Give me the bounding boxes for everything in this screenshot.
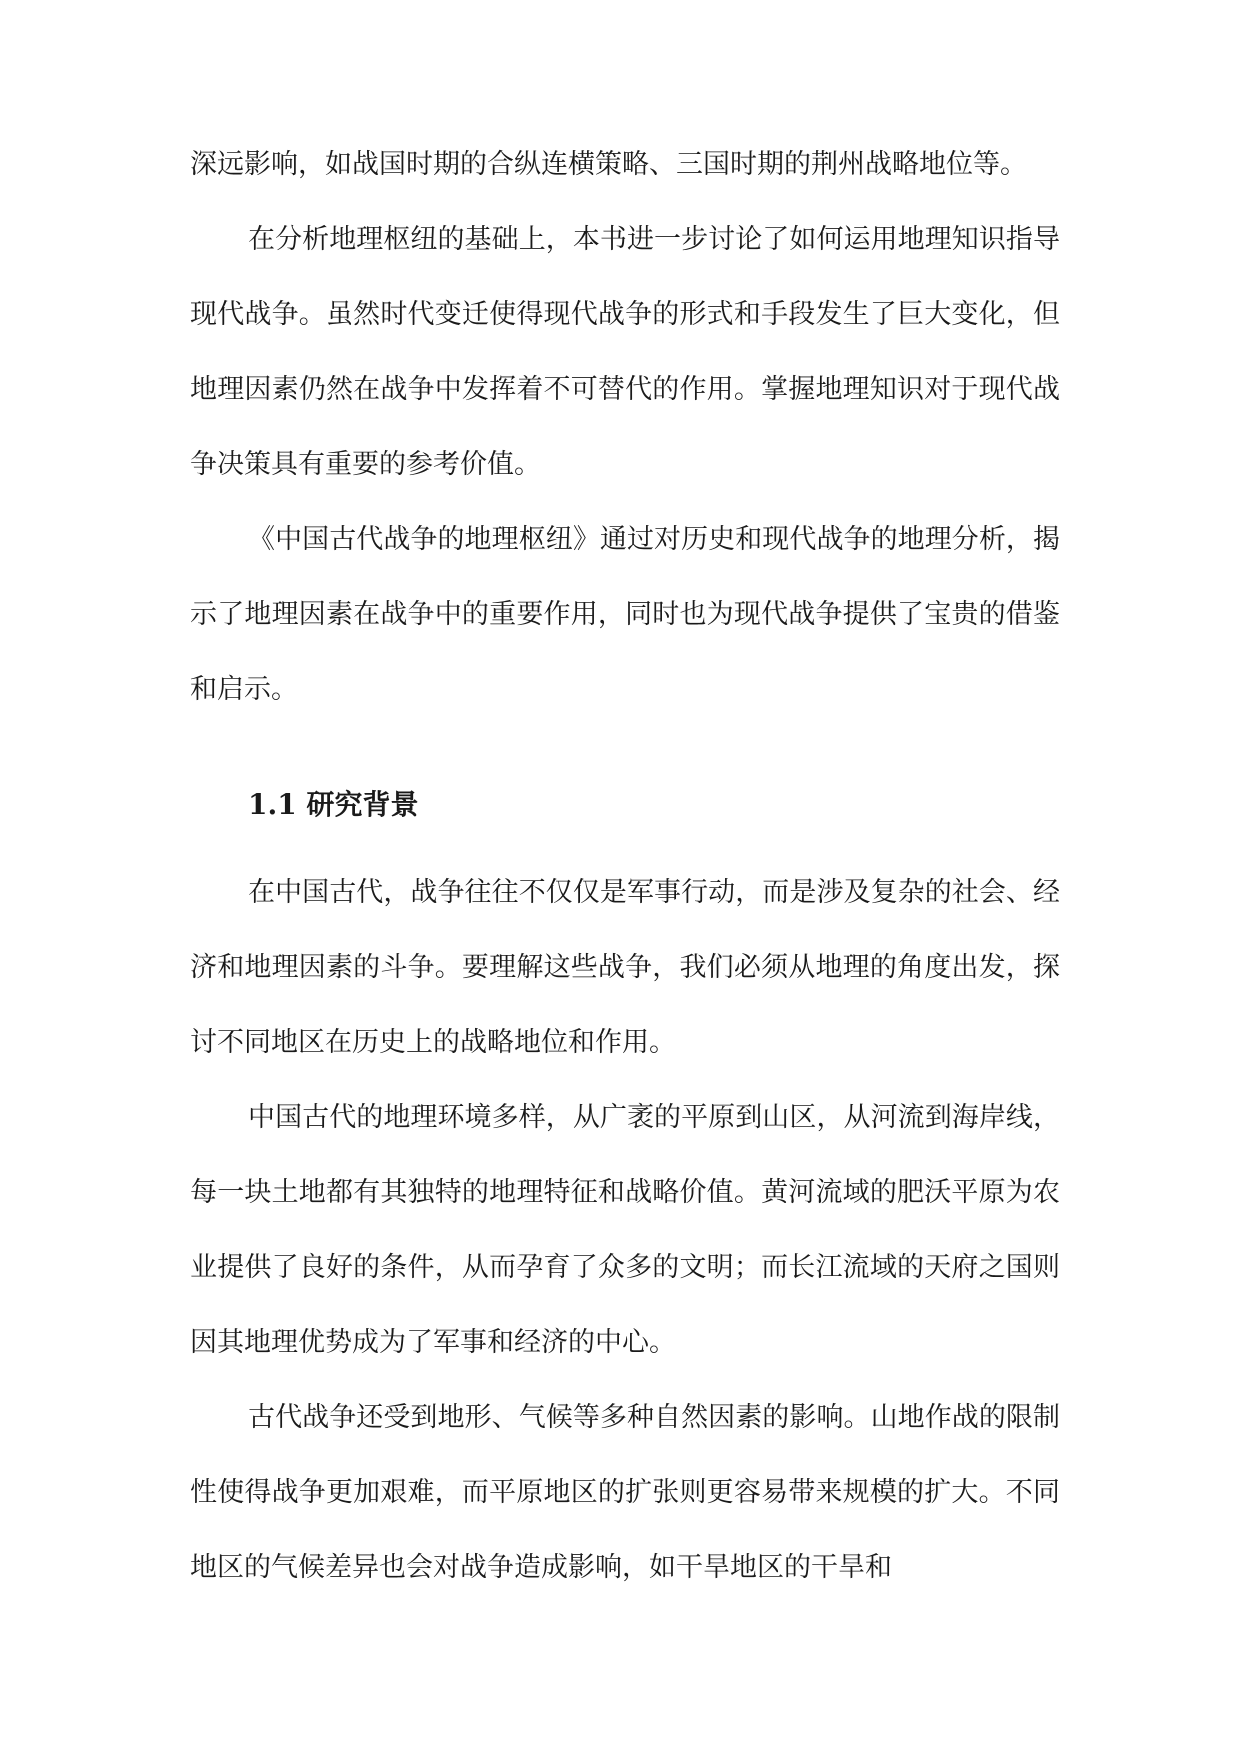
section-heading: 1.1 研究背景 <box>248 788 419 821</box>
paragraph-continuation: 深远影响，如战国时期的合纵连横策略、三国时期的荆州战略地位等。 <box>190 149 1027 180</box>
paragraph-geography-environment: 中国古代的地理环境多样，从广袤的平原到山区，从河流到海岸线，每一块土地都有其独特的地理特征和战略价值。黄河流域的肥沃平原为农业提供了良好的条件，从而孕育了众多的文明；而长江流域的天府之国则因其地理优势成为了军事和经济的中心。 <box>190 1102 1060 1358</box>
paragraph-ancient-war: 在中国古代，战争往往不仅仅是军事行动，而是涉及复杂的社会、经济和地理因素的斗争。要理解这些战争，我们必须从地理的角度出发，探讨不同地区在历史上的战略地位和作用。 <box>190 877 1060 1058</box>
paragraph-natural-factors: 古代战争还受到地形、气候等多种自然因素的影响。山地作战的限制性使得战争更加艰难，而平原地区的扩张则更容易带来规模的扩大。不同地区的气候差异也会对战争造成影响，如干旱地区的干旱和 <box>190 1402 1060 1583</box>
paragraph-book-summary: 《中国古代战争的地理枢纽》通过对历史和现代战争的地理分析，揭示了地理因素在战争中的重要作用，同时也为现代战争提供了宝贵的借鉴和启示。 <box>190 524 1060 705</box>
paragraph-geography-hub: 在分析地理枢纽的基础上，本书进一步讨论了如何运用地理知识指导现代战争。虽然时代变迁使得现代战争的形式和手段发生了巨大变化，但地理因素仍然在战争中发挥着不可替代的作用。掌握地理知识对于现代战争决策具有重要的参考价值。 <box>190 224 1060 480</box>
